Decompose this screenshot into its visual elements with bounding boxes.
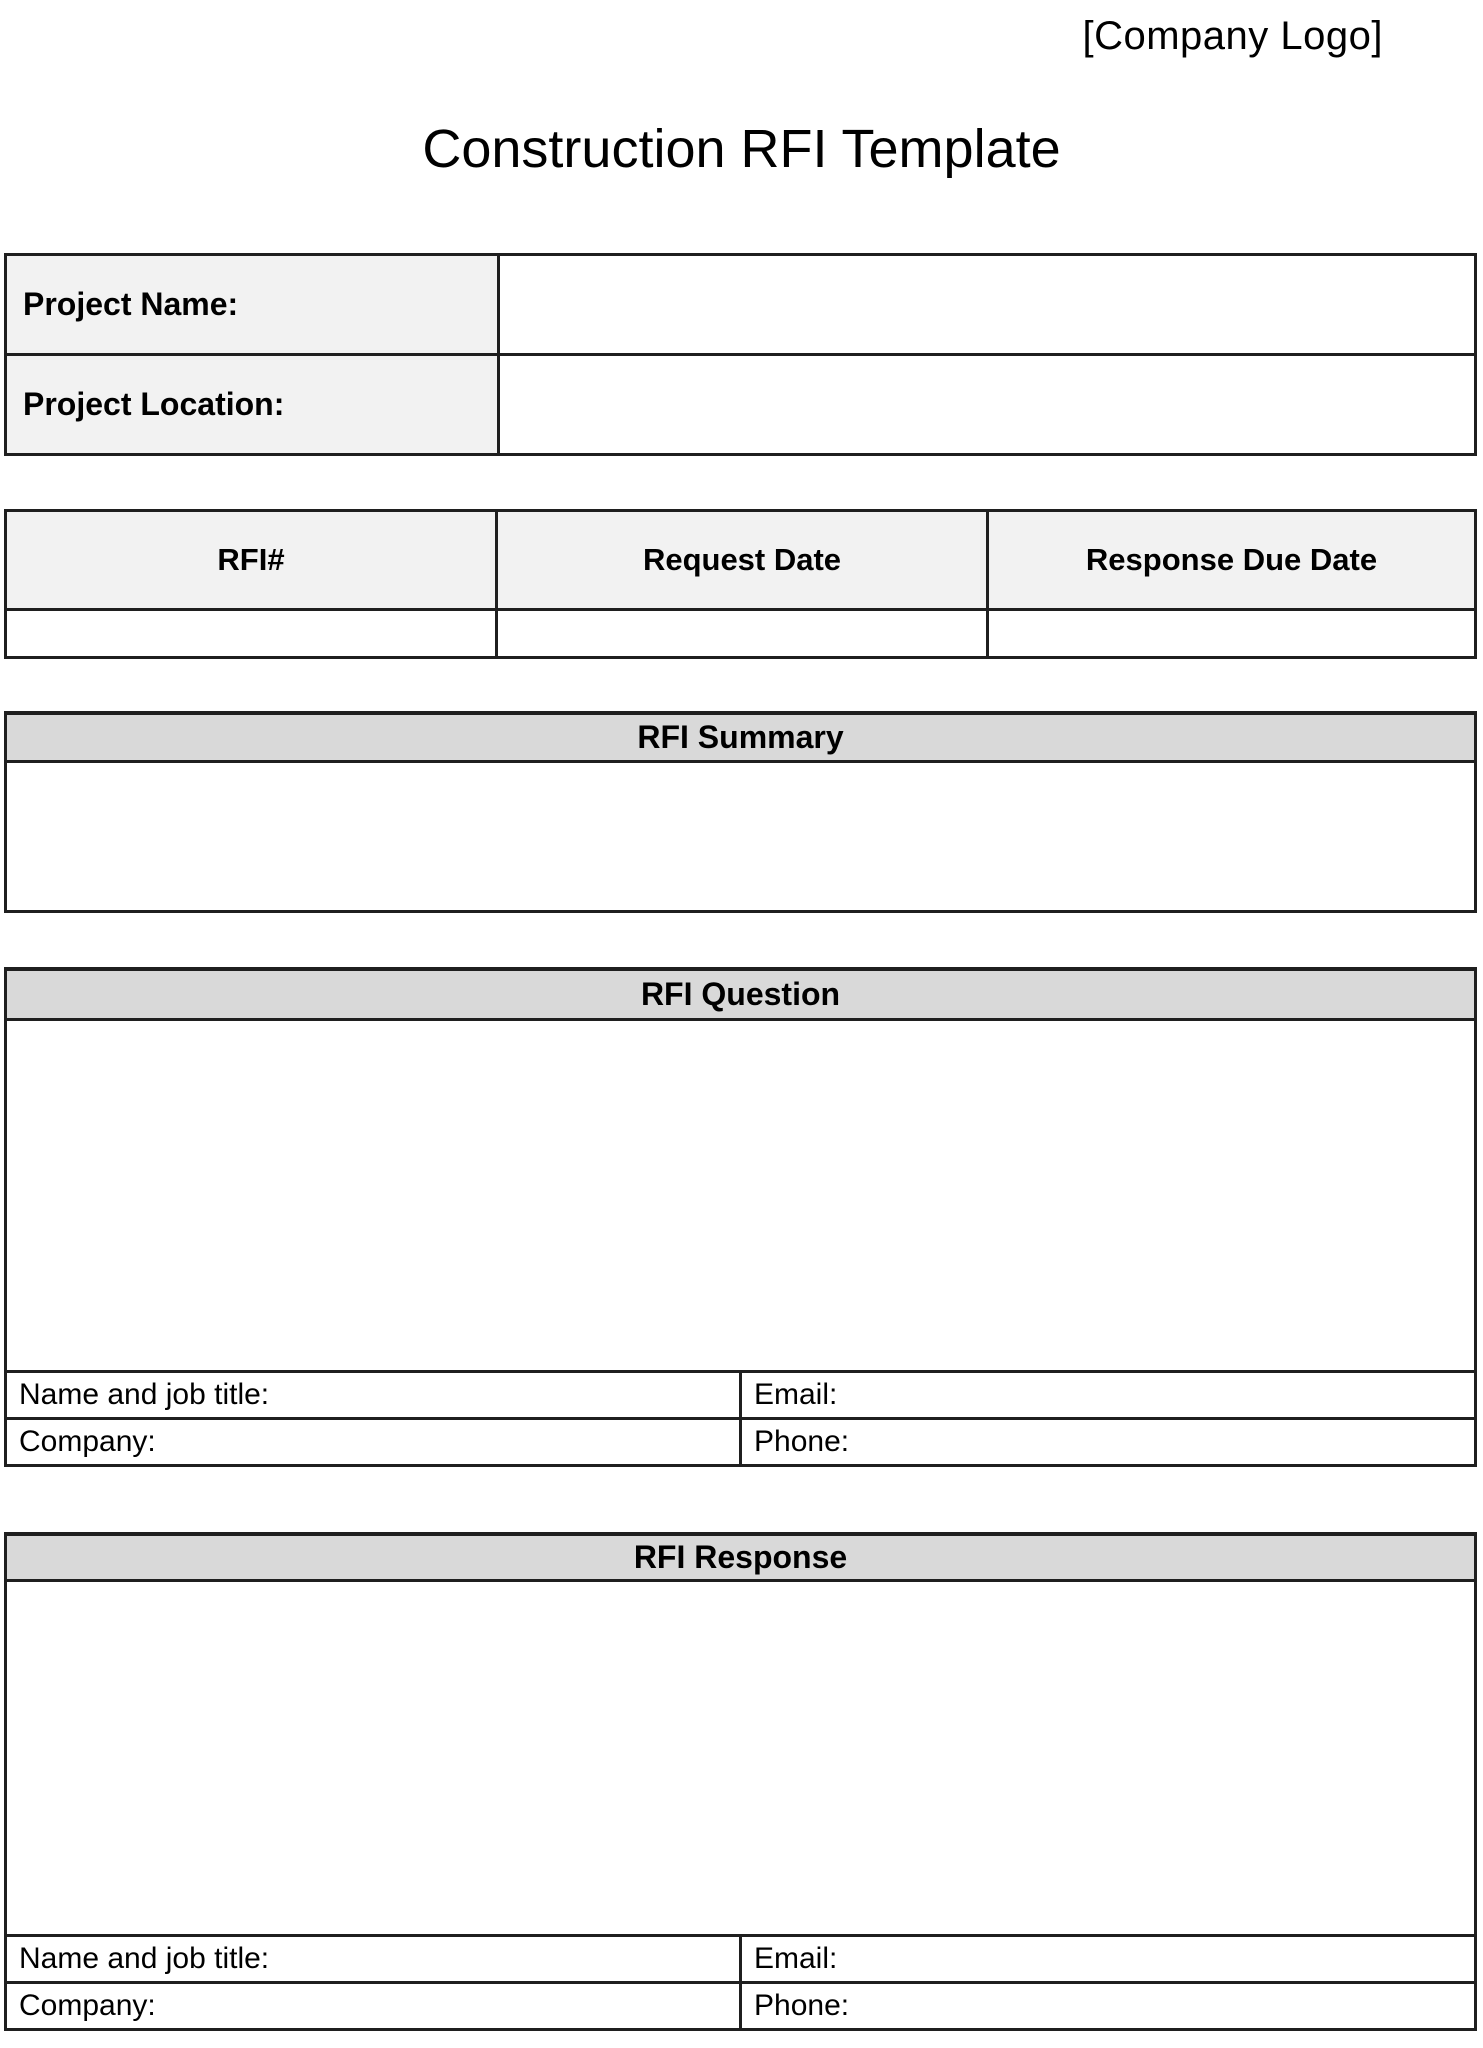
- section-header-row: [6, 969, 1476, 1019]
- rfi-summary-header: RFI Summary: [6, 713, 1476, 761]
- rfi-response-field[interactable]: [6, 1580, 1476, 1935]
- rfi-summary-table: [4, 711, 1477, 913]
- table-row: [6, 355, 1476, 455]
- rfi-question-header: RFI Question: [6, 969, 1476, 1019]
- table-row: [6, 610, 1476, 658]
- phone-label: Phone:: [754, 1424, 850, 1458]
- rfi-number-header: RFI#: [6, 511, 497, 610]
- rfi-summary-field[interactable]: [6, 761, 1476, 911]
- project-location-label: Project Location:: [6, 355, 499, 455]
- section-header-row: [6, 713, 1476, 761]
- rfi-info-table: [4, 509, 1477, 659]
- table-header-row: [6, 511, 1476, 610]
- request-date-header: Request Date: [497, 511, 988, 610]
- table-row: [6, 1371, 1476, 1418]
- table-row: [6, 1019, 1476, 1371]
- rfi-response-table: [4, 1532, 1477, 2031]
- question-email-field[interactable]: [741, 1371, 1476, 1418]
- question-phone-field[interactable]: [741, 1418, 1476, 1465]
- response-company-field[interactable]: [6, 1982, 741, 2029]
- response-name-job-title-field[interactable]: [6, 1935, 741, 1982]
- name-job-title-label: Name and job title:: [19, 1377, 270, 1411]
- rfi-number-field[interactable]: [6, 610, 497, 658]
- question-name-job-title-field[interactable]: [6, 1371, 741, 1418]
- table-row: [6, 761, 1476, 911]
- phone-label: Phone:: [754, 1988, 850, 2022]
- project-name-field[interactable]: [499, 255, 1476, 355]
- email-label: Email:: [754, 1377, 838, 1411]
- table-row: [6, 1935, 1476, 1982]
- response-phone-field[interactable]: [741, 1982, 1476, 2029]
- table-row: [6, 1580, 1476, 1935]
- name-job-title-label: Name and job title:: [19, 1941, 270, 1975]
- request-date-field[interactable]: [497, 610, 988, 658]
- email-label: Email:: [754, 1941, 838, 1975]
- company-logo-placeholder: [Company Logo]: [1082, 14, 1383, 58]
- rfi-question-table: [4, 967, 1477, 1467]
- response-due-date-field[interactable]: [988, 610, 1476, 658]
- page-title: Construction RFI Template: [422, 119, 1061, 179]
- rfi-response-header: RFI Response: [6, 1534, 1476, 1580]
- table-row: [6, 255, 1476, 355]
- project-location-field[interactable]: [499, 355, 1476, 455]
- company-label: Company:: [19, 1988, 156, 2022]
- company-label: Company:: [19, 1424, 156, 1458]
- rfi-question-field[interactable]: [6, 1019, 1476, 1371]
- response-email-field[interactable]: [741, 1935, 1476, 1982]
- question-company-field[interactable]: [6, 1418, 741, 1465]
- project-name-label: Project Name:: [6, 255, 499, 355]
- project-info-table: [4, 253, 1477, 456]
- table-row: [6, 1418, 1476, 1465]
- section-header-row: [6, 1534, 1476, 1580]
- table-row: [6, 1982, 1476, 2029]
- response-due-date-header: Response Due Date: [988, 511, 1476, 610]
